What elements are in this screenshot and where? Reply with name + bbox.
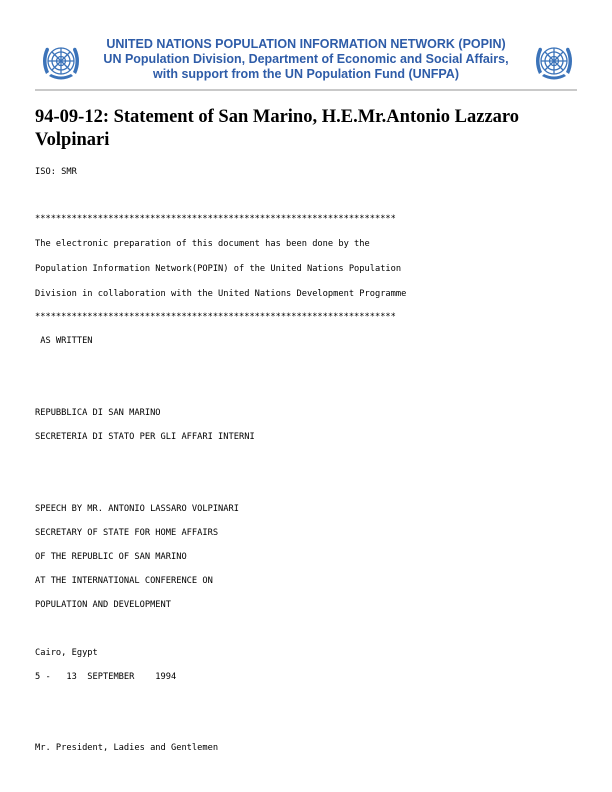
iso-code: ISO: SMR: [35, 167, 77, 177]
intro-line-1: The electronic preparation of this document has been done by the: [35, 239, 370, 249]
header-division-line: UN Population Division, Department of Economic and Social Affairs,: [103, 52, 509, 66]
intro-line-3: Division in collaboration with the United Nations Development Programme: [35, 289, 407, 299]
un-emblem-left-icon: [38, 39, 84, 85]
as-written-note: AS WRITTEN: [35, 336, 93, 346]
speech-line-4: AT THE INTERNATIONAL CONFERENCE ON: [35, 576, 213, 586]
page-title: 94-09-12: Statement of San Marino, H.E.Mr.Antonio Lazzaro Volpinari: [35, 107, 520, 150]
header-divider: [35, 89, 577, 91]
speech-line-3: OF THE REPUBLIC OF SAN MARINO: [35, 552, 187, 562]
speech-line-2: SECRETARY OF STATE FOR HOME AFFAIRS: [35, 528, 219, 538]
popin-header: [35, 36, 577, 90]
secretariat-heading: SECRETERIA DI STATO PER GLI AFFARI INTERNI: [35, 432, 255, 442]
asterisk-divider-bottom: *********************************************************************: [35, 312, 396, 322]
header-text: [90, 37, 522, 82]
speech-line-5: POPULATION AND DEVELOPMENT: [35, 600, 171, 610]
conference-place: Cairo, Egypt: [35, 648, 98, 658]
republic-heading: REPUBBLICA DI SAN MARINO: [35, 408, 161, 418]
asterisk-divider-top: *********************************************************************: [35, 214, 396, 224]
header-support-line: with support from the UN Population Fund (UNFPA): [153, 67, 459, 81]
salutation: Mr. President, Ladies and Gentlemen: [35, 743, 219, 753]
conference-dates: 5 - 13 SEPTEMBER 1994: [35, 672, 177, 682]
un-emblem-right-icon: [531, 39, 577, 85]
speech-line-1: SPEECH BY MR. ANTONIO LASSARO VOLPINARI: [35, 504, 239, 514]
intro-line-2: Population Information Network(POPIN) of the United Nations Population: [35, 264, 402, 274]
header-org-line: UNITED NATIONS POPULATION INFORMATION NETWORK (POPIN): [106, 37, 506, 51]
